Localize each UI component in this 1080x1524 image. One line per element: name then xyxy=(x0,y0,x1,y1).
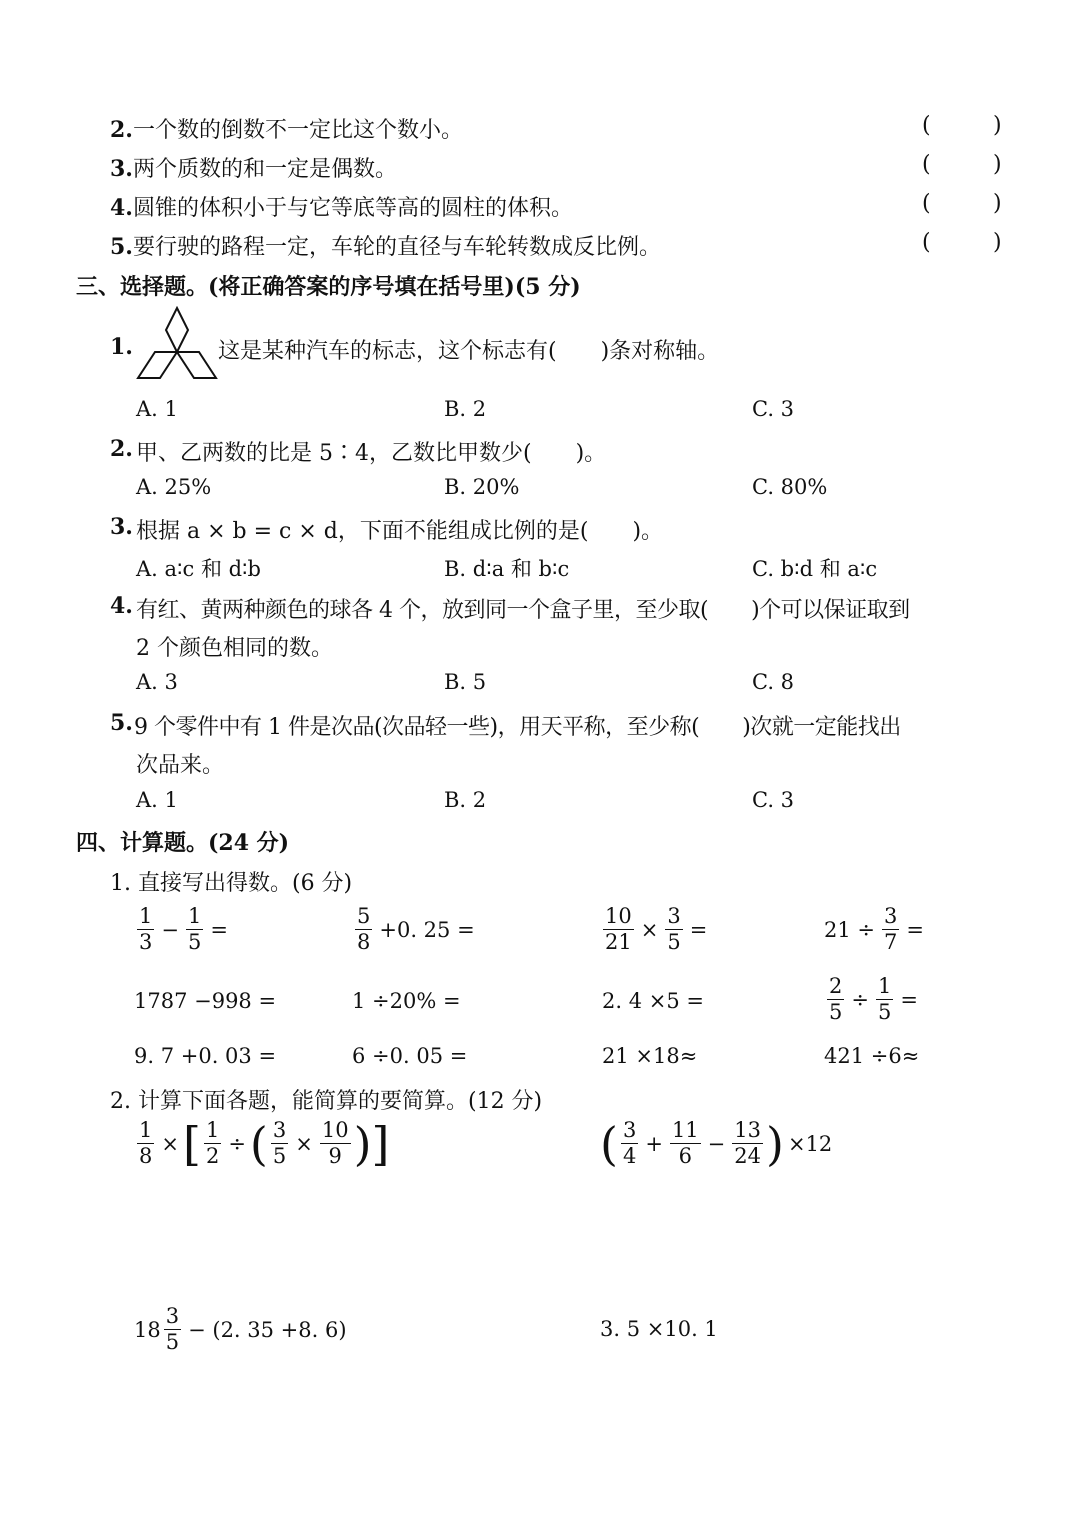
judge-item xyxy=(110,152,397,183)
question-number: 5. xyxy=(110,710,133,736)
fraction: $\frac{3}{4}$ xyxy=(622,1118,637,1168)
question-number: 4. xyxy=(110,195,133,221)
question-text: 两个质数的和一定是偶数。 xyxy=(132,157,397,182)
answer-paren-close: ) xyxy=(993,230,1002,255)
option-c: C. 3 xyxy=(752,397,795,421)
fraction: $\frac{3}{5}$ xyxy=(272,1118,287,1168)
direct-expr: 1 ÷20% = xyxy=(352,989,461,1013)
right-paren: ) xyxy=(766,1116,784,1171)
fraction: $\frac{3}{7}$ xyxy=(884,904,898,954)
left-paren: ( xyxy=(249,1116,268,1171)
direct-expr: 421 ÷6≈ xyxy=(824,1044,920,1068)
fraction: $\frac{1}{3}$ xyxy=(139,904,153,954)
direct-expr: 2. 4 ×5 = xyxy=(602,989,704,1013)
question-number: 3. xyxy=(110,514,133,540)
answer-paren-close: ) xyxy=(993,152,1002,177)
fraction: $\frac{11}{6}$ xyxy=(671,1118,699,1168)
fraction: $\frac{2}{5}$ xyxy=(829,974,843,1024)
fraction: $\frac{1}{5}$ xyxy=(187,904,202,954)
direct-expr: $\frac{5}{8}$ +0. 25 = xyxy=(357,904,475,954)
option-b: B. d∶a 和 b∶c xyxy=(444,557,570,581)
judge-item xyxy=(110,230,661,261)
left-paren: ( xyxy=(600,1116,618,1171)
direct-expr: 21 ×18≈ xyxy=(602,1044,698,1068)
option-a: A. 25% xyxy=(136,475,212,499)
fraction: $\frac{3}{5}$ xyxy=(667,904,681,954)
question-text-line1: 有红、黄两种颜色的球各 4 个，放到同一个盒子里，至少取( )个可以保证取到 xyxy=(136,598,910,623)
question-text-line2: 次品来。 xyxy=(136,753,225,778)
section-title-calc: 四、计算题。(24 分) xyxy=(76,830,290,856)
question-text: 圆锥的体积小于与它等底等高的圆柱的体积。 xyxy=(132,196,573,221)
answer-paren-open: ( xyxy=(922,152,931,177)
question-text: 这是某种汽车的标志，这个标志有( )条对称轴。 xyxy=(218,339,720,364)
option-c: C. 8 xyxy=(752,670,795,694)
section-title-choice: 三、选择题。(将正确答案的序号填在括号里)(5 分) xyxy=(76,274,581,300)
right-bracket: ] xyxy=(371,1116,390,1171)
option-c: C. 80% xyxy=(752,475,828,499)
option-a: A. 1 xyxy=(136,788,178,812)
question-text: 根据 a × b = c × d，下面不能组成比例的是( )。 xyxy=(136,519,664,544)
direct-expr: $\frac{2}{5}$ ÷ $\frac{1}{5}$ = xyxy=(829,974,918,1024)
fraction: $\frac{5}{8}$ xyxy=(357,904,371,954)
calc-expr: 18 $\frac{3}{5}$ − (2. 35 +8. 6) xyxy=(134,1304,347,1354)
question-text: 甲、乙两数的比是 5∶4，乙数比甲数少( )。 xyxy=(136,441,607,466)
option-b: B. 2 xyxy=(444,788,487,812)
answer-paren-close: ) xyxy=(993,191,1002,216)
option-b: B. 20% xyxy=(444,475,520,499)
fraction: $\frac{10}{21}$ xyxy=(605,904,632,954)
right-paren: ) xyxy=(353,1116,372,1171)
car-logo-icon xyxy=(134,306,220,382)
option-b: B. 5 xyxy=(444,670,487,694)
calc-expr: $\frac{1}{8}$ × [ $\frac{1}{2}$ ÷ ( $\frac{3}{5}$ × $\frac{10}{9}$ ) ] xyxy=(139,1116,390,1171)
question-number: 2. xyxy=(110,436,133,462)
question-text-line2: 2 个颜色相同的数。 xyxy=(136,636,333,661)
option-c: C. b∶d 和 a∶c xyxy=(752,557,878,581)
direct-expr: $\frac{10}{21}$ × $\frac{3}{5}$ = xyxy=(605,904,708,954)
question-text: 要行驶的路程一定，车轮的直径与车轮转数成反比例。 xyxy=(132,235,661,260)
option-a: A. a∶c 和 d∶b xyxy=(136,557,261,581)
fraction: $\frac{1}{2}$ xyxy=(205,1118,220,1168)
option-c: C. 3 xyxy=(752,788,795,812)
left-bracket: [ xyxy=(182,1116,201,1171)
option-b: B. 2 xyxy=(444,397,487,421)
fraction: $\frac{10}{9}$ xyxy=(321,1118,349,1168)
question-number: 4. xyxy=(110,593,133,619)
direct-expr: 1787 −998 = xyxy=(134,989,277,1013)
question-number: 5. xyxy=(110,234,133,260)
question-number: 1. xyxy=(110,334,133,360)
answer-paren-open: ( xyxy=(922,230,931,255)
answer-paren-close: ) xyxy=(993,113,1002,138)
direct-expr: $\frac{1}{3}$ − $\frac{1}{5}$ = xyxy=(139,904,228,954)
fraction: $\frac{13}{24}$ xyxy=(734,1118,762,1168)
answer-paren-open: ( xyxy=(922,191,931,216)
judge-item xyxy=(110,191,573,222)
option-a: A. 1 xyxy=(136,397,178,421)
subsection-title-calc: 2. 计算下面各题，能简算的要简算。(12 分) xyxy=(110,1089,543,1114)
fraction: $\frac{1}{8}$ xyxy=(139,1118,153,1168)
direct-expr: 9. 7 +0. 03 = xyxy=(134,1044,277,1068)
subsection-title-direct: 1. 直接写出得数。(6 分) xyxy=(110,871,353,896)
direct-expr: 6 ÷0. 05 = xyxy=(352,1044,468,1068)
calc-expr: ( $\frac{3}{4}$ + $\frac{11}{6}$ − $\frac{13}{24}$ ) ×12 xyxy=(600,1116,833,1171)
answer-paren-open: ( xyxy=(922,113,931,138)
option-a: A. 3 xyxy=(136,670,178,694)
question-text: 一个数的倒数不一定比这个数小。 xyxy=(132,118,463,143)
direct-expr: 21 ÷ $\frac{3}{7}$ = xyxy=(824,904,924,954)
judge-item xyxy=(110,113,463,144)
fraction: $\frac{3}{5}$ xyxy=(165,1304,180,1354)
question-number: 2. xyxy=(110,117,133,143)
calc-expr: 3. 5 ×10. 1 xyxy=(600,1317,718,1341)
question-text-line1: 9 个零件中有 1 件是次品(次品轻一些)，用天平称，至少称( )次就一定能找出 xyxy=(134,715,901,740)
question-number: 3. xyxy=(110,156,133,182)
fraction: $\frac{1}{5}$ xyxy=(877,974,892,1024)
